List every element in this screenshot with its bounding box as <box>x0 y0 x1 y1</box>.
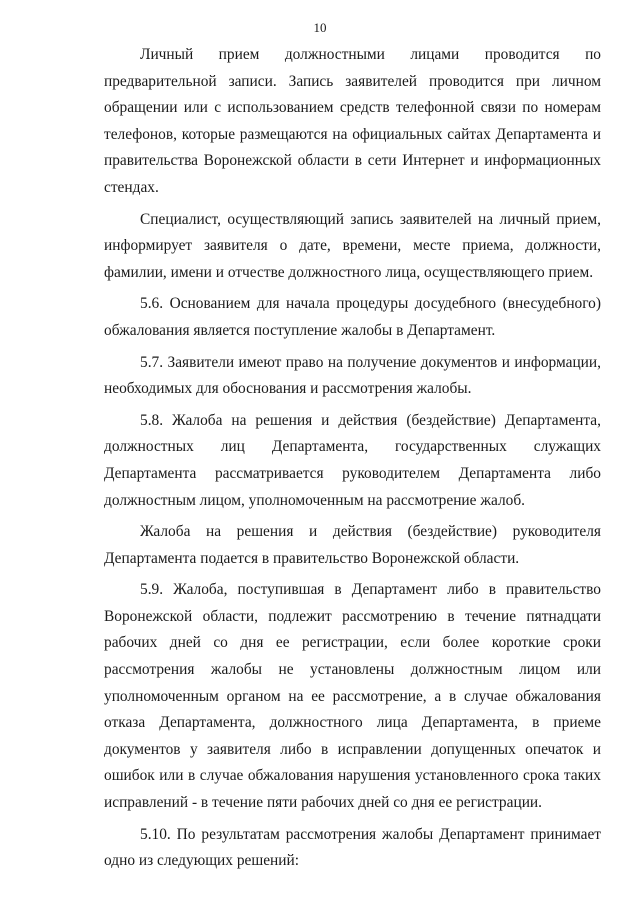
document-body <box>104 42 601 880</box>
paragraph-head-complaint: Жалоба на решения и действия (бездействие) руководителя Департамента подается в правительство Воронежской области. <box>104 523 601 567</box>
paragraph-5-9: 5.9. Жалоба, поступившая в Департамент либо в правительство Воронежской области, подлежит рассмотрению в течение пятнадцати рабочих дней со дня ее регистрации, если более короткие сроки рассмотрения жалобы не установлены должностным лицом или уполномоченным органом на ее рассмотрение, а в случае обжалования отказа Департамента, должностного лица Департамента, в приеме документов у заявителя либо в исправлении допущенных опечаток и ошибок или в случае обжалования нарушения установленного срока таких исправлений - в течение пяти рабочих дней со дня ее регистрации. <box>104 581 601 812</box>
paragraph-personal-reception: Личный прием должностными лицами проводится по предварительной записи. Запись заявителей проводится при личном обращении или с использованием средств телефонной связи по номерам телефонов, которые размещаются на официальных сайтах Департамента и правительства Воронежской области в сети Интернет и информационных стендах. <box>104 46 601 196</box>
paragraph-5-8: 5.8. Жалоба на решения и действия (бездействие) Департамента, должностных лиц Департамента, государственных служащих Департамента рассматривается руководителем Департамента либо должностным лицом, уполномоченным на рассмотрение жалоб. <box>104 411 601 509</box>
page-number: 10 <box>313 20 327 35</box>
paragraph-5-10: 5.10. По результатам рассмотрения жалобы Департамент принимает одно из следующих решений: <box>104 825 601 870</box>
paragraph-5-6: 5.6. Основанием для начала процедуры досудебного (внесудебного) обжалования является поступление жалобы в Департамент. <box>104 295 601 339</box>
paragraph-registration-specialist: Специалист, осуществляющий запись заявителей на личный прием, информирует заявителя о дате, времени, месте приема, должности, фамилии, имени и отчестве должностного лица, осуществляющего прием. <box>104 210 601 281</box>
paragraph-5-7: 5.7. Заявители имеют право на получение документов и информации, необходимых для обоснования и рассмотрения жалобы. <box>104 353 601 398</box>
